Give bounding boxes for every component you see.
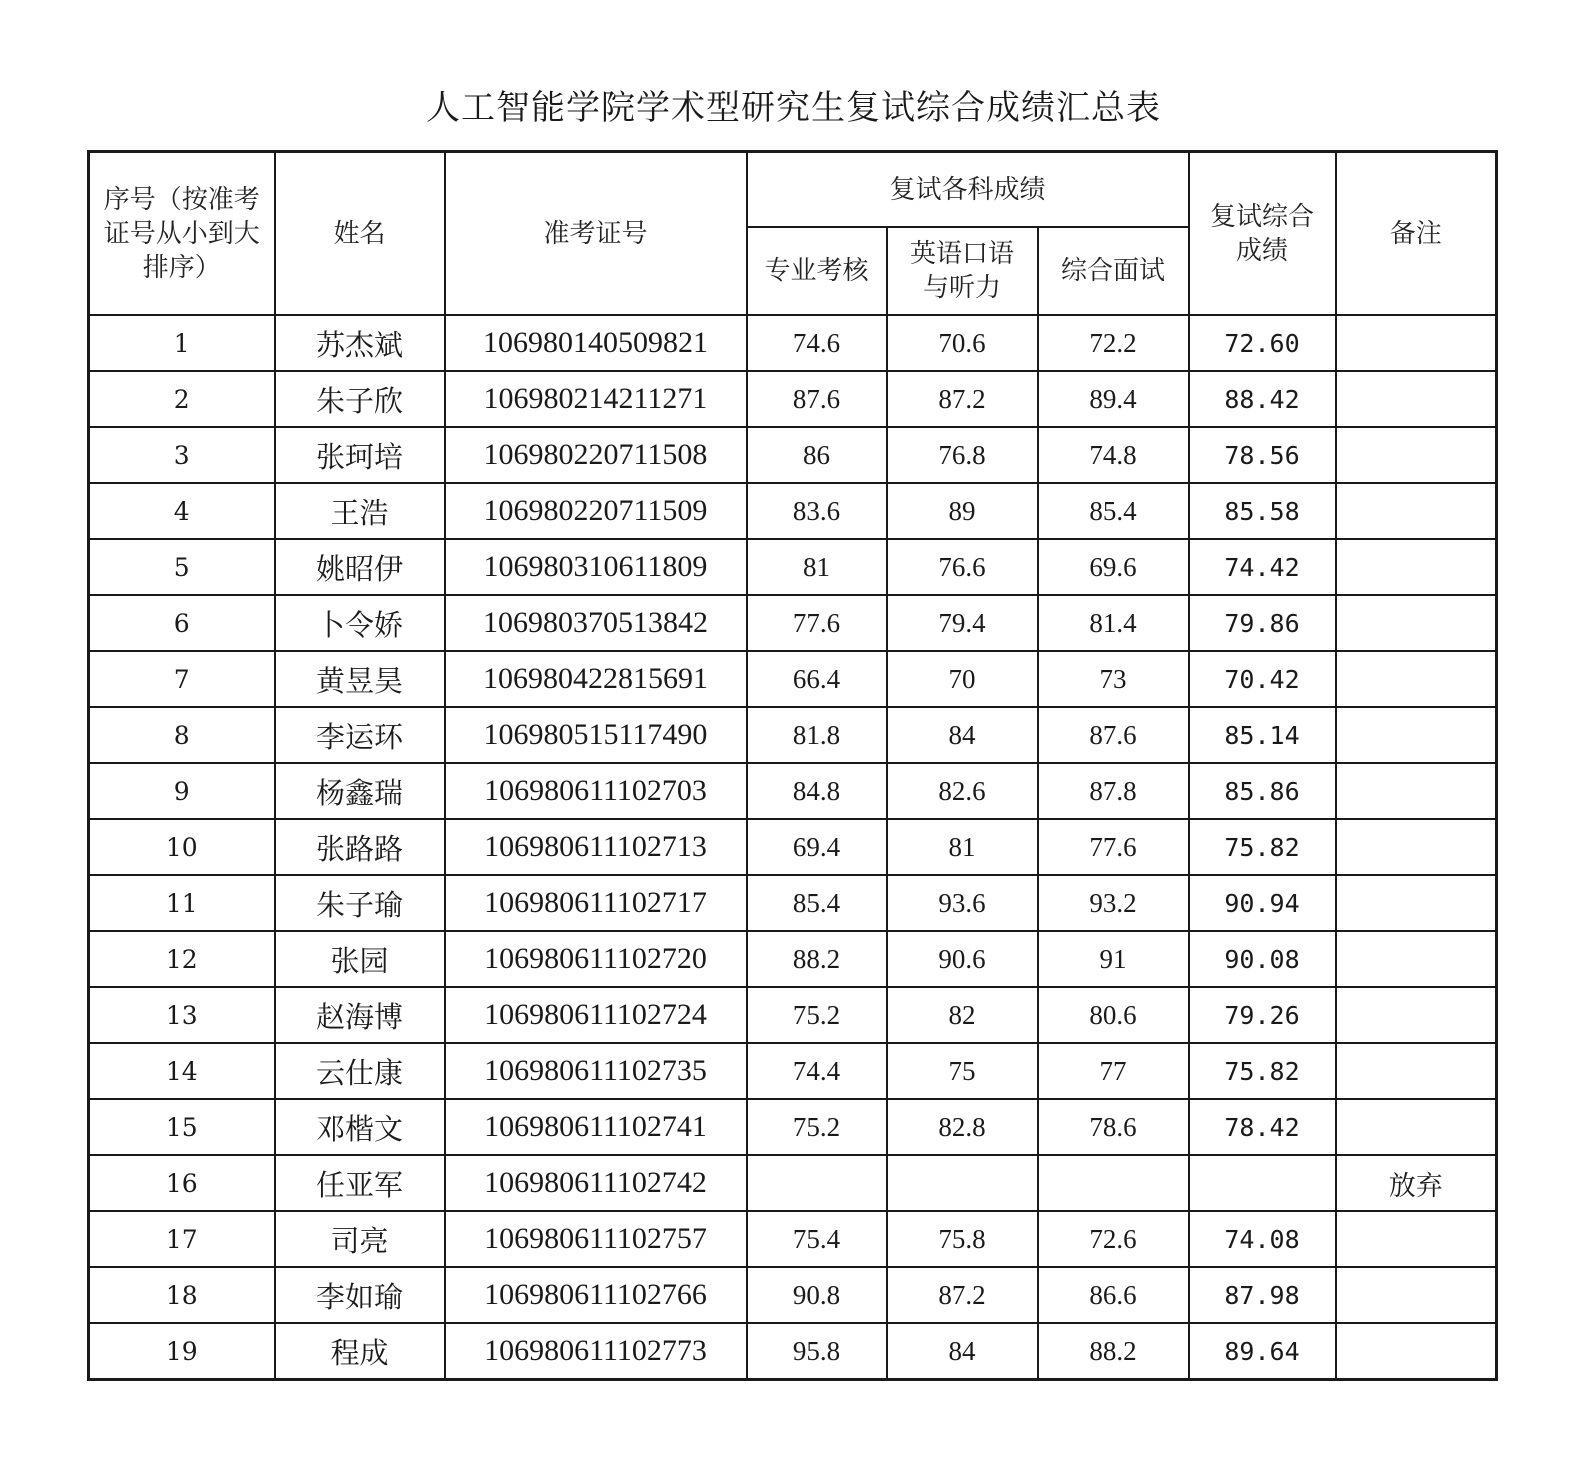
cell-score-english: 87.2 <box>887 1267 1038 1323</box>
cell-name: 张路路 <box>275 819 445 875</box>
cell-total-score: 89.64 <box>1189 1323 1336 1380</box>
cell-total-score: 79.86 <box>1189 595 1336 651</box>
cell-score-professional: 75.4 <box>747 1211 887 1267</box>
cell-exam-id: 106980611102773 <box>445 1323 747 1380</box>
cell-score-english: 87.2 <box>887 371 1038 427</box>
cell-score-professional: 66.4 <box>747 651 887 707</box>
cell-name: 任亚军 <box>275 1155 445 1211</box>
cell-name: 李如瑜 <box>275 1267 445 1323</box>
cell-score-english: 82.8 <box>887 1099 1038 1155</box>
cell-seq: 8 <box>89 707 275 763</box>
cell-score-interview: 73 <box>1038 651 1189 707</box>
cell-seq: 11 <box>89 875 275 931</box>
cell-score-professional: 81 <box>747 539 887 595</box>
cell-total-score: 85.58 <box>1189 483 1336 539</box>
cell-seq: 18 <box>89 1267 275 1323</box>
header-subject-professional: 专业考核 <box>747 227 887 315</box>
cell-remark <box>1336 595 1497 651</box>
cell-name: 李运环 <box>275 707 445 763</box>
cell-exam-id: 106980422815691 <box>445 651 747 707</box>
cell-remark <box>1336 987 1497 1043</box>
header-subject-english: 英语口语与听力 <box>887 227 1038 315</box>
cell-name: 朱子瑜 <box>275 875 445 931</box>
cell-score-professional: 87.6 <box>747 371 887 427</box>
cell-score-professional: 69.4 <box>747 819 887 875</box>
score-table <box>87 150 1498 1381</box>
cell-seq: 13 <box>89 987 275 1043</box>
cell-score-professional: 90.8 <box>747 1267 887 1323</box>
cell-score-english: 89 <box>887 483 1038 539</box>
cell-total-score: 85.86 <box>1189 763 1336 819</box>
table-row <box>89 1211 1497 1267</box>
cell-exam-id: 106980220711508 <box>445 427 747 483</box>
table-row <box>89 651 1497 707</box>
table-row <box>89 1043 1497 1099</box>
cell-remark <box>1336 707 1497 763</box>
cell-exam-id: 106980611102720 <box>445 931 747 987</box>
table-body <box>89 315 1497 1380</box>
cell-score-interview: 80.6 <box>1038 987 1189 1043</box>
cell-score-interview: 78.6 <box>1038 1099 1189 1155</box>
cell-seq: 2 <box>89 371 275 427</box>
cell-total-score: 74.42 <box>1189 539 1336 595</box>
cell-seq: 3 <box>89 427 275 483</box>
cell-exam-id: 106980611102724 <box>445 987 747 1043</box>
table-row <box>89 427 1497 483</box>
cell-score-english: 76.6 <box>887 539 1038 595</box>
cell-score-interview: 72.2 <box>1038 315 1189 371</box>
cell-remark <box>1336 371 1497 427</box>
table-row <box>89 483 1497 539</box>
header-seq: 序号（按准考证号从小到大排序） <box>89 152 275 316</box>
cell-score-english: 82 <box>887 987 1038 1043</box>
table-row <box>89 1267 1497 1323</box>
cell-score-professional: 77.6 <box>747 595 887 651</box>
cell-score-professional: 86 <box>747 427 887 483</box>
table-row <box>89 371 1497 427</box>
cell-exam-id: 106980611102713 <box>445 819 747 875</box>
cell-score-interview: 81.4 <box>1038 595 1189 651</box>
cell-total-score: 72.60 <box>1189 315 1336 371</box>
cell-total-score: 85.14 <box>1189 707 1336 763</box>
cell-exam-id: 106980214211271 <box>445 371 747 427</box>
cell-exam-id: 106980310611809 <box>445 539 747 595</box>
cell-exam-id: 106980611102757 <box>445 1211 747 1267</box>
cell-total-score: 75.82 <box>1189 1043 1336 1099</box>
cell-total-score: 70.42 <box>1189 651 1336 707</box>
cell-score-professional: 88.2 <box>747 931 887 987</box>
cell-name: 张珂培 <box>275 427 445 483</box>
header-remark: 备注 <box>1336 152 1497 316</box>
cell-seq: 6 <box>89 595 275 651</box>
table-row <box>89 1323 1497 1380</box>
cell-score-english: 90.6 <box>887 931 1038 987</box>
cell-exam-id: 106980611102703 <box>445 763 747 819</box>
header-exam-id: 准考证号 <box>445 152 747 316</box>
cell-score-professional: 95.8 <box>747 1323 887 1380</box>
cell-score-interview: 93.2 <box>1038 875 1189 931</box>
header-subjects-group: 复试各科成绩 <box>747 152 1189 228</box>
table-row <box>89 987 1497 1043</box>
cell-name: 朱子欣 <box>275 371 445 427</box>
cell-name: 杨鑫瑞 <box>275 763 445 819</box>
cell-score-interview <box>1038 1155 1189 1211</box>
cell-remark <box>1336 1099 1497 1155</box>
cell-score-english: 84 <box>887 707 1038 763</box>
cell-remark <box>1336 651 1497 707</box>
cell-score-interview: 72.6 <box>1038 1211 1189 1267</box>
cell-seq: 19 <box>89 1323 275 1380</box>
cell-remark <box>1336 763 1497 819</box>
page-title: 人工智能学院学术型研究生复试综合成绩汇总表 <box>426 88 1161 128</box>
cell-score-professional: 75.2 <box>747 1099 887 1155</box>
header-total: 复试综合成绩 <box>1189 152 1336 316</box>
cell-score-english: 82.6 <box>887 763 1038 819</box>
cell-score-professional <box>747 1155 887 1211</box>
table-row <box>89 1155 1497 1211</box>
cell-exam-id: 106980611102741 <box>445 1099 747 1155</box>
cell-score-interview: 87.8 <box>1038 763 1189 819</box>
cell-name: 程成 <box>275 1323 445 1380</box>
cell-exam-id: 106980611102717 <box>445 875 747 931</box>
cell-seq: 10 <box>89 819 275 875</box>
cell-score-interview: 91 <box>1038 931 1189 987</box>
cell-score-professional: 83.6 <box>747 483 887 539</box>
cell-name: 司亮 <box>275 1211 445 1267</box>
cell-name: 王浩 <box>275 483 445 539</box>
cell-score-professional: 75.2 <box>747 987 887 1043</box>
cell-total-score: 78.42 <box>1189 1099 1336 1155</box>
cell-remark <box>1336 875 1497 931</box>
header-subject-interview: 综合面试 <box>1038 227 1189 315</box>
cell-score-interview: 85.4 <box>1038 483 1189 539</box>
cell-score-interview: 69.6 <box>1038 539 1189 595</box>
cell-seq: 4 <box>89 483 275 539</box>
cell-seq: 17 <box>89 1211 275 1267</box>
cell-score-english: 70 <box>887 651 1038 707</box>
cell-name: 姚昭伊 <box>275 539 445 595</box>
cell-score-interview: 87.6 <box>1038 707 1189 763</box>
cell-score-interview: 88.2 <box>1038 1323 1189 1380</box>
cell-total-score: 90.08 <box>1189 931 1336 987</box>
cell-score-english <box>887 1155 1038 1211</box>
header-name: 姓名 <box>275 152 445 316</box>
table-row <box>89 819 1497 875</box>
cell-name: 云仕康 <box>275 1043 445 1099</box>
cell-total-score: 90.94 <box>1189 875 1336 931</box>
cell-score-english: 93.6 <box>887 875 1038 931</box>
table-row <box>89 595 1497 651</box>
cell-remark <box>1336 1211 1497 1267</box>
cell-total-score: 87.98 <box>1189 1267 1336 1323</box>
cell-total-score: 75.82 <box>1189 819 1336 875</box>
cell-score-interview: 89.4 <box>1038 371 1189 427</box>
cell-score-english: 70.6 <box>887 315 1038 371</box>
cell-remark <box>1336 1267 1497 1323</box>
cell-total-score: 79.26 <box>1189 987 1336 1043</box>
cell-seq: 7 <box>89 651 275 707</box>
cell-score-english: 76.8 <box>887 427 1038 483</box>
cell-score-english: 81 <box>887 819 1038 875</box>
cell-seq: 5 <box>89 539 275 595</box>
table-row <box>89 931 1497 987</box>
cell-exam-id: 106980220711509 <box>445 483 747 539</box>
cell-remark: 放弃 <box>1336 1155 1497 1211</box>
table-row <box>89 707 1497 763</box>
cell-seq: 9 <box>89 763 275 819</box>
cell-seq: 12 <box>89 931 275 987</box>
cell-exam-id: 106980140509821 <box>445 315 747 371</box>
cell-total-score <box>1189 1155 1336 1211</box>
cell-score-interview: 86.6 <box>1038 1267 1189 1323</box>
cell-name: 邓楷文 <box>275 1099 445 1155</box>
cell-remark <box>1336 931 1497 987</box>
cell-total-score: 74.08 <box>1189 1211 1336 1267</box>
cell-total-score: 78.56 <box>1189 427 1336 483</box>
cell-seq: 16 <box>89 1155 275 1211</box>
cell-remark <box>1336 539 1497 595</box>
cell-score-english: 75.8 <box>887 1211 1038 1267</box>
table-row <box>89 763 1497 819</box>
cell-name: 苏杰斌 <box>275 315 445 371</box>
cell-exam-id: 106980370513842 <box>445 595 747 651</box>
cell-remark <box>1336 483 1497 539</box>
cell-score-english: 79.4 <box>887 595 1038 651</box>
cell-score-english: 75 <box>887 1043 1038 1099</box>
cell-exam-id: 106980611102735 <box>445 1043 747 1099</box>
cell-name: 赵海博 <box>275 987 445 1043</box>
cell-seq: 1 <box>89 315 275 371</box>
cell-remark <box>1336 1323 1497 1380</box>
cell-name: 黄昱昊 <box>275 651 445 707</box>
cell-remark <box>1336 819 1497 875</box>
table-row <box>89 539 1497 595</box>
cell-name: 卜令娇 <box>275 595 445 651</box>
table-row <box>89 875 1497 931</box>
cell-score-professional: 74.4 <box>747 1043 887 1099</box>
cell-seq: 15 <box>89 1099 275 1155</box>
cell-exam-id: 106980611102766 <box>445 1267 747 1323</box>
table-header <box>89 152 1497 316</box>
cell-score-professional: 74.6 <box>747 315 887 371</box>
cell-score-professional: 81.8 <box>747 707 887 763</box>
cell-total-score: 88.42 <box>1189 371 1336 427</box>
cell-score-interview: 74.8 <box>1038 427 1189 483</box>
table-row <box>89 1099 1497 1155</box>
cell-score-interview: 77 <box>1038 1043 1189 1099</box>
cell-score-interview: 77.6 <box>1038 819 1189 875</box>
cell-remark <box>1336 427 1497 483</box>
cell-score-professional: 85.4 <box>747 875 887 931</box>
cell-name: 张园 <box>275 931 445 987</box>
cell-exam-id: 106980515117490 <box>445 707 747 763</box>
cell-exam-id: 106980611102742 <box>445 1155 747 1211</box>
cell-seq: 14 <box>89 1043 275 1099</box>
table-row <box>89 315 1497 371</box>
cell-score-professional: 84.8 <box>747 763 887 819</box>
cell-score-english: 84 <box>887 1323 1038 1380</box>
cell-remark <box>1336 1043 1497 1099</box>
cell-remark <box>1336 315 1497 371</box>
